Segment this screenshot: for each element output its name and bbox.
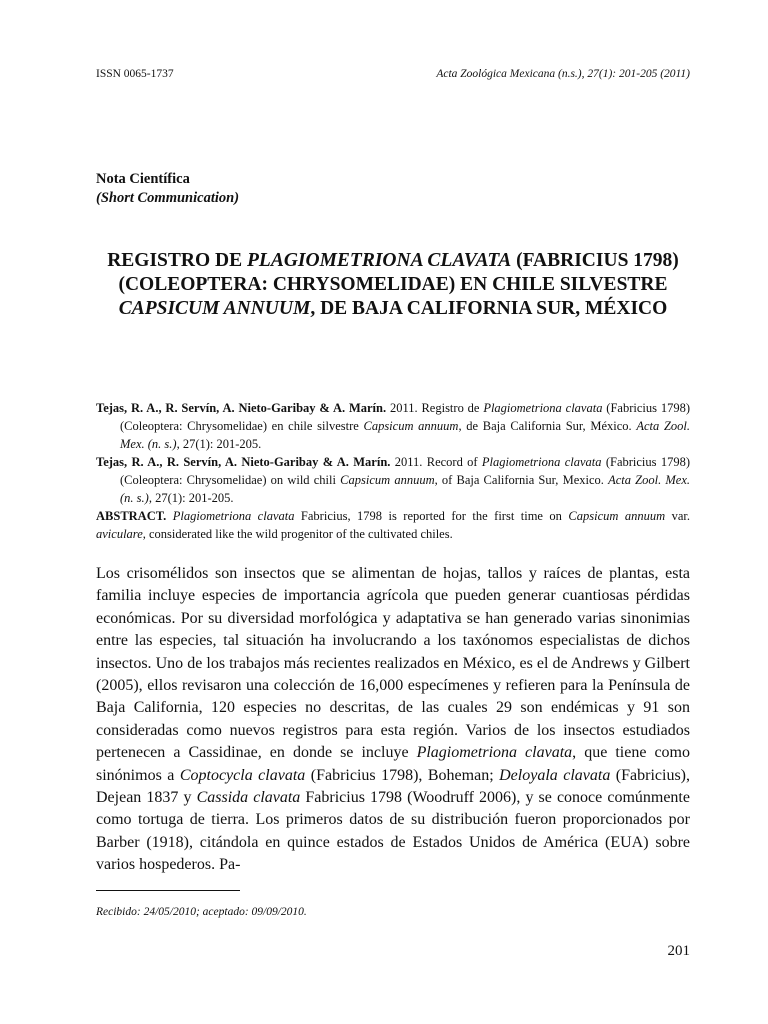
citation-authors: Tejas, R. A., R. Servín, A. Nieto-Garibay & A. Marín. [96, 401, 387, 415]
title-host-plant: CAPSICUM ANNUUM [118, 298, 311, 319]
abstract [96, 507, 690, 543]
footnote-rule [96, 890, 240, 891]
note-type [96, 170, 239, 208]
body-italic: Cassida clavata [196, 789, 301, 807]
note-type-english: (Short Communication) [96, 190, 240, 206]
citation-text: (Fabricius 1798) (Coleoptera: Chrysomelidae) on wild chili [120, 455, 691, 487]
citation-italic: Acta Zool. Mex. (n. s.) [120, 473, 691, 505]
abstract-italic: aviculare [96, 527, 143, 541]
abstract-label: ABSTRACT. [96, 509, 167, 523]
body-italic: Deloyala clavata [499, 766, 611, 784]
title-part: , DE BAJA CALIFORNIA SUR, MÉXICO [310, 298, 668, 319]
citation-italic: Capsicum annuum [363, 419, 459, 433]
citation-text: 2011. Record of [390, 455, 482, 469]
citation-text: 2011. Registro de [386, 401, 484, 415]
citation-spanish [96, 399, 690, 453]
body-paragraph [96, 563, 690, 877]
abstract-text: Fabricius, 1798 is reported for the first time on [294, 509, 569, 523]
body-text: Fabricius 1798 (Woodruff 2006), y se conoce comúnmente como tortuga de tierra. Los primeros datos de su distribución fueron proporcionados por Barber (1918), citándola en quince estados de Estados Unidos de América (EUA) sobre varios hospederos. Pa- [96, 789, 690, 874]
abstract-italic: Capsicum annuum [568, 509, 666, 523]
received-dates: Recibido: 24/05/2010; aceptado: 09/09/2010. [96, 906, 307, 918]
citation-italic: Plagiometriona clavata [483, 401, 603, 415]
citation-text: , de Baja California Sur, México. [458, 419, 637, 433]
abstract-text: , considerated like the wild progenitor of the cultivated chiles. [142, 527, 453, 541]
body-italic: Coptocycla clavata [179, 766, 306, 784]
abstract-italic: Plagiometriona clavata [166, 509, 295, 523]
body-text: (Fabricius 1798), Boheman; [305, 766, 500, 784]
article-title [96, 249, 690, 321]
body-text: , que tiene como sinónimos a [96, 744, 691, 784]
body-text: (Fabricius), Dejean 1837 y [96, 766, 690, 807]
title-part: REGISTRO DE [107, 250, 247, 271]
issn: ISSN 0065-1737 [96, 68, 174, 80]
citation-authors: Tejas, R. A., R. Servín, A. Nieto-Garibay & A. Marín. [96, 455, 391, 469]
page-number: 201 [667, 943, 690, 959]
citation-text: (Fabricius 1798) (Coleoptera: Chrysomelidae) en chile silvestre [120, 401, 690, 433]
body-italic: Plagiometriona clavata [416, 744, 573, 762]
title-species: PLAGIOMETRIONA CLAVATA [247, 250, 512, 271]
citations-block [96, 399, 690, 543]
citation-text: , of Baja California Sur, Mexico. [434, 473, 609, 487]
citation-italic: Acta Zool. Mex. (n. s.) [120, 419, 690, 451]
citation-italic: Plagiometriona clavata [481, 455, 602, 469]
journal-citation: Acta Zoológica Mexicana (n.s.), 27(1): 201-205 (2011) [436, 68, 690, 80]
citation-text: , 27(1): 201-205. [148, 491, 234, 505]
running-header [96, 68, 690, 82]
citation-italic: Capsicum annuum [340, 473, 435, 487]
title-part: (FABRICIUS 1798) (COLEOPTERA: CHRYSOMELIDAE) EN CHILE SILVESTRE [118, 250, 679, 295]
abstract-text: var. [665, 509, 691, 523]
citation-english [96, 453, 690, 507]
note-type-label: Nota Científica [96, 171, 190, 187]
citation-text: , 27(1): 201-205. [176, 437, 262, 451]
body-text: Los crisomélidos son insectos que se alimentan de hojas, tallos y raíces de plantas, esta familia incluye especies de importancia agrícola que pueden generar cuantiosas pérdidas económicas. Por su diversidad morfológica y adaptativa se han generado varias sinonimias entre las especies, tal situación ha involucrando a los taxónomos especialistas de dichos insectos. Uno de los trabajos más recientes realizados en México, es el de Andrews y Gilbert (2005), ellos revisaron una colección de 16,000 especímenes y refieren para la Península de Baja California, 120 especies no descritas, de las cuales 29 son endémicas y 91 son consideradas como nuevos registros para esta región. Varios de los insectos estudiados pertenecen a Cassidinae, en donde se incluye [96, 565, 690, 762]
